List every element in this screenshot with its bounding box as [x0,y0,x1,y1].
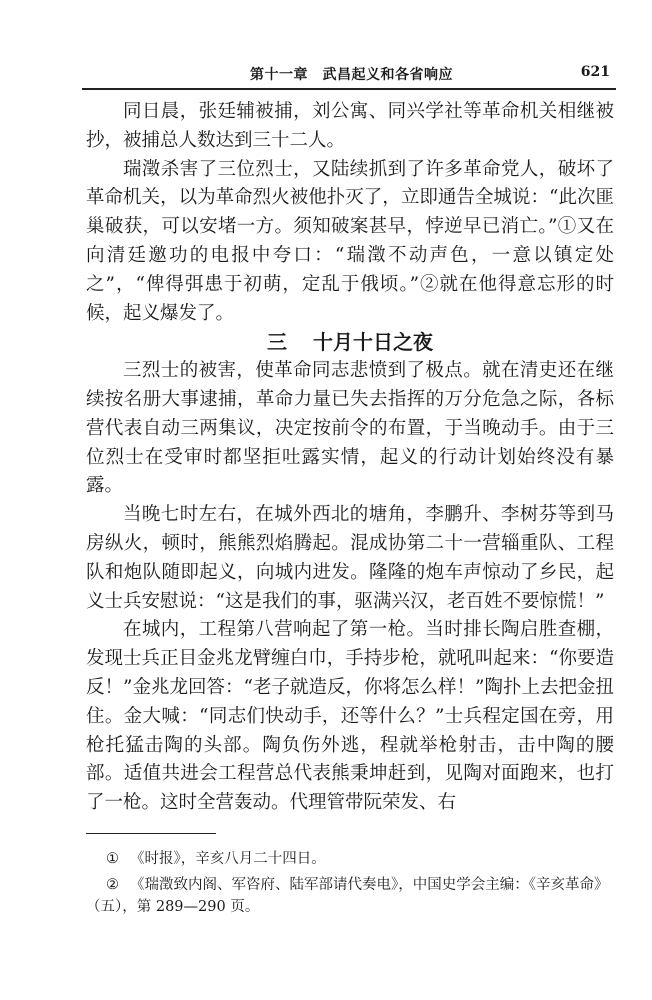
running-header [82,62,612,86]
footnote-text: 《时报》，辛亥八月二十四日。 [130,851,326,867]
body-text [86,98,614,818]
paragraph: 同日晨，张廷辅被捕，刘公寓、同兴学社等革命机关相继被抄，被捕总人数达到三十二人。 [86,101,614,151]
footnote-mark: ① [106,851,119,867]
section-number: 三 [267,330,287,355]
paragraph: 在城内，工程第八营响起了第一枪。当时排长陶启胜查棚，发现士兵正目金兆龙臂缠白巾，手持步枪，就吼叫起来：“你要造反！”金兆龙回答：“老子就造反，你将怎么样！”陶扑上去把金扭住。金大喊：“同志们快动手，还等什么？”士兵程定国在旁，用枪托猛击陶的头部。陶负伤外逃，程就举枪射击，击中陶的腰部。适值共进会工程营总代表熊秉坤赶到，见陶对面跑来，也打了一枪。这时全营轰动。代理管带阮荣发、右 [86,619,614,814]
footnote [86,848,614,870]
footnotes [86,848,614,922]
section-title: 十月十日之夜 [313,330,433,355]
page-number: 621 [580,64,610,80]
paragraph: 当晚七时左右，在城外西北的塘角，李鹏升、李树芬等到马房纵火，顿时，熊熊烈焰腾起。混成协第二十一营辎重队、工程队和炮队随即起义，向城内进发。隆隆的炮车声惊动了乡民，起义士兵安慰说：“这是我们的事，驱满兴汉，老百姓不要惊慌！” [86,504,614,612]
chapter-title: 第十一章 武昌起义和各省响应 [250,67,453,83]
footnote-mark: ② [106,877,119,893]
footnote [86,874,614,918]
footnote-text: 《瑞澂致内阁、军咨府、陆军部请代奏电》，中国史学会主编：《辛亥革命》（五），第 289—290 页。 [86,877,609,915]
paragraph: 瑞澂杀害了三位烈士，又陆续抓到了许多革命党人，破坏了革命机关，以为革命烈火被他扑灭了，立即通告全城说：“此次匪巢破获，可以安堵一方。须知破案甚早，悖逆早已消亡。”①又在向清廷邀功的电报中夸口：“瑞澂不动声色，一意以镇定处之”，“俾得弭患于初萌，定乱于俄顷。”②就在他得意忘形的时候，起义爆发了。 [86,158,614,324]
paragraph: 三烈士的被害，使革命同志悲愤到了极点。就在清吏还在继续按名册大事逮捕，革命力量已失去指挥的万分危急之际，各标营代表自动三两集议，决定按前令的布置，于当晚动手。由于三位烈士在受审时都坚拒吐露实情，起义的行动计划始终没有暴露。 [86,360,614,497]
footnote-rule [86,833,216,834]
section-heading [86,328,614,357]
header-rule [82,88,616,90]
